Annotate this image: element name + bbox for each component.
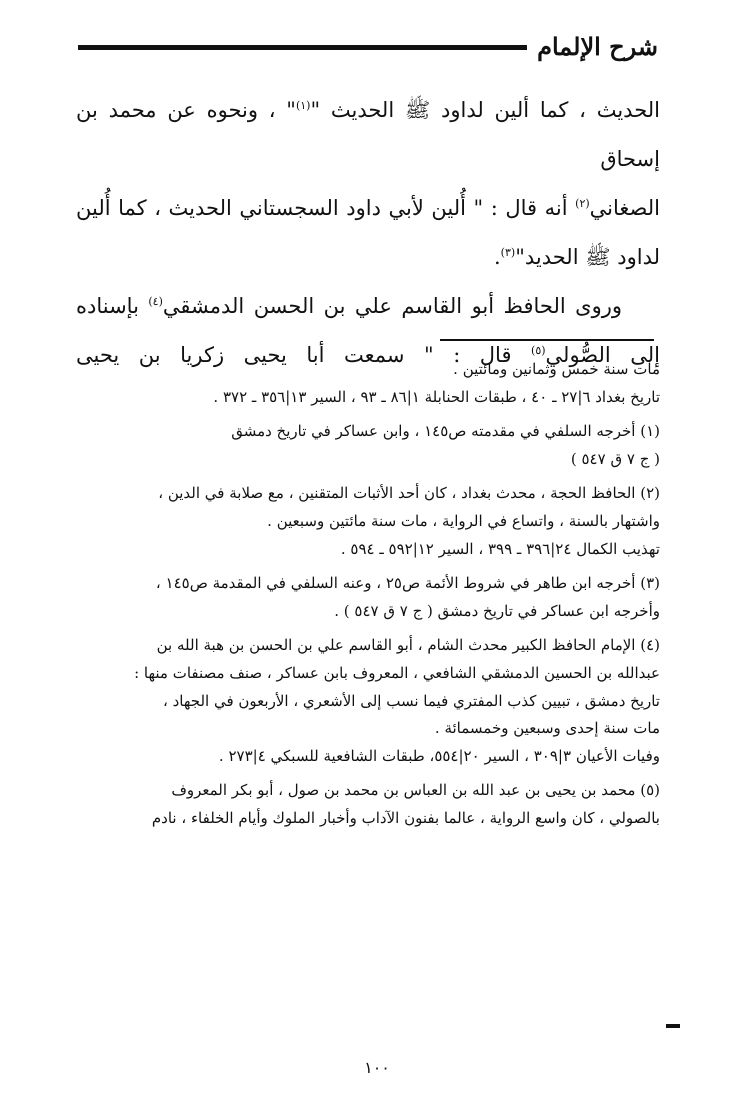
footnote-1: (١) أخرجه السلفي في مقدمته ص١٤٥ ، وابن عساكر في تاريخ دمشق <box>231 422 660 441</box>
footnotes <box>82 356 660 833</box>
footnote-4-cont: عبدالله بن الحسين الدمشقي الشافعي ، المعروف بابن عساكر ، صنف مصنفات منها : <box>134 663 660 682</box>
footnote-carry-source: تاريخ بغداد ٦|٢٧ ـ ٤٠ ، طبقات الحنابلة ١|٨٦ ـ ٩٣ ، السير ١٣|٣٥٦ ـ ٣٧٢ . <box>213 387 660 406</box>
footnote-5: (٥) محمد بن يحيى بن عبد الله بن العباس بن محمد بن صول ، أبو بكر المعروف <box>171 781 660 800</box>
footnote-2: (٢) الحافظ الحجة ، محدث بغداد ، كان أحد الأثبات المتقنين ، مع صلابة في الدين ، <box>158 484 660 503</box>
continuation-dash <box>666 1024 680 1028</box>
footnote-4-cont: مات سنة إحدى وسبعين وخمسمائة . <box>434 719 660 738</box>
footnote-5-cont: بالصولي ، كان واسع الرواية ، عالما بفنون الآداب وأخبار الملوك وأيام الخلفاء ، نادم <box>151 808 660 827</box>
footnote-ref-1[interactable]: (١) <box>295 99 311 112</box>
footnote-1-cont: ( ج ٧ ق ٥٤٧ ) <box>570 449 660 468</box>
footnote-separator <box>440 339 654 341</box>
page-header <box>78 24 658 68</box>
footnote-3: (٣) أخرجه ابن طاهر في شروط الأئمة ص٢٥ ، وعنه السلفي في المقدمة ص١٤٥ ، <box>155 574 660 593</box>
main-text <box>76 86 660 380</box>
footnote-carry-line: مات سنة خمس وثمانين ومائتين . <box>453 360 660 378</box>
footnote-ref-2[interactable]: (٢) <box>575 197 590 210</box>
footnote-ref-5[interactable]: (٥) <box>531 344 546 357</box>
main-line-3: لداود ﷺ الحديد"$^{(٣)}$. <box>493 245 660 269</box>
footnote-2-source: تهذيب الكمال ٢٤|٣٩٦ ـ ٣٩٩ ، السير ١٢|٥٩٢ ـ ٥٩٤ . <box>340 539 660 558</box>
header-rule <box>78 45 527 50</box>
main-line-2: الصغاني$^{(٢)}$ أنه قال : " أُلين لأبي داود السجستاني الحديث ، كما أُلين <box>76 196 660 220</box>
main-line-5: إلى الصُّولي$^{(٥)}$ قال : " سمعت أبا يحيى زكريا بن يحيى <box>76 343 661 367</box>
main-line-1: الحديث ، كما ألين لداود ﷺ الحديث "$^{(١)}$" ، ونحوه عن محمد بن إسحاق <box>76 98 660 171</box>
running-title: شرح الإلمام <box>537 31 658 61</box>
main-line-4: وروى الحافظ أبو القاسم علي بن الحسن الدمشقي$^{(٤)}$ بإسناده <box>76 294 622 318</box>
footnote-4-source: وفيات الأعيان ٣|٣٠٩ ، السير ٢٠|٥٥٤، طبقات الشافعية للسبكي ٤|٢٧٣ . <box>218 746 660 765</box>
footnote-4-cont: تاريخ دمشق ، تبيين كذب المفتري فيما نسب إلى الأشعري ، الأربعون في الجهاد ، <box>163 691 660 710</box>
footnote-4: (٤) الإمام الحافظ الكبير محدث الشام ، أبو القاسم علي بن الحسن بن هبة الله بن <box>156 636 660 655</box>
footnote-3-cont: وأخرجه ابن عساكر في تاريخ دمشق ( ج ٧ ق ٥٤٧ ) . <box>334 601 660 620</box>
footnote-ref-3[interactable]: (٣) <box>500 246 516 259</box>
footnote-2-cont: واشتهار بالسنة ، واتساع في الرواية ، مات سنة مائتين وسبعين . <box>267 511 660 530</box>
page-number: ١٠٠ <box>364 1058 390 1077</box>
footnote-ref-4[interactable]: (٤) <box>148 295 163 308</box>
